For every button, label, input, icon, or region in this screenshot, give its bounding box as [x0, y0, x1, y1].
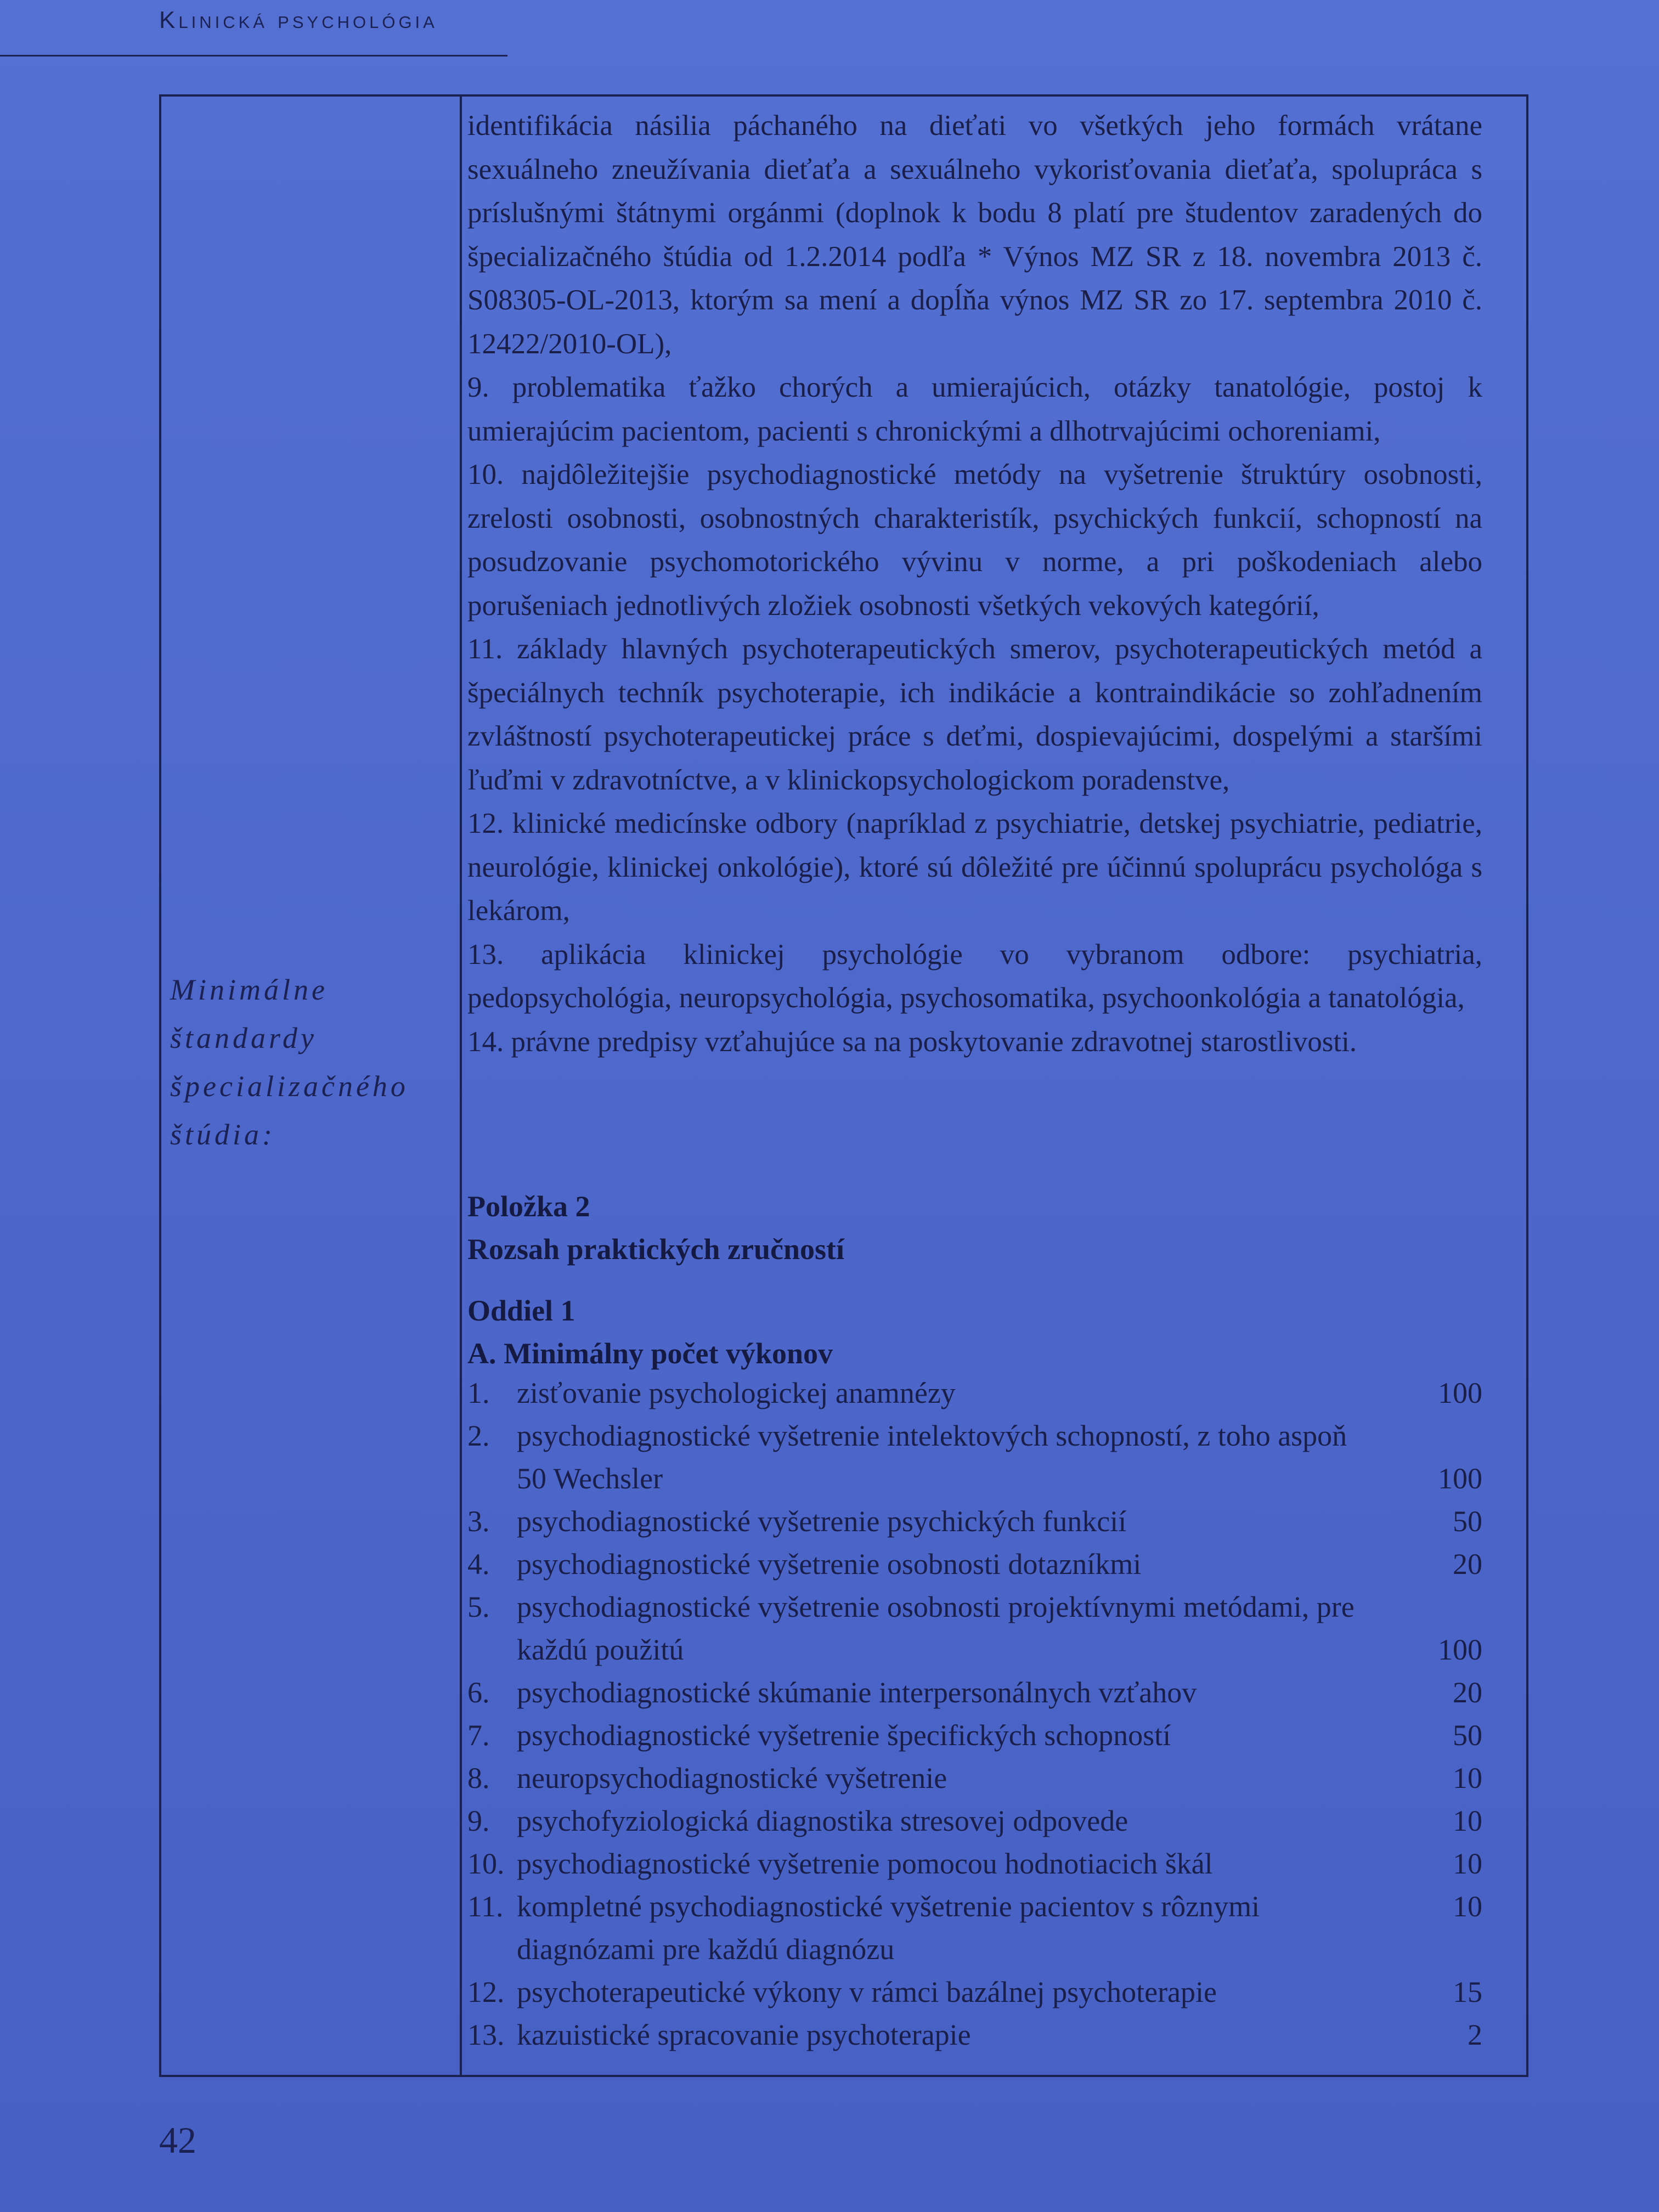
- list-item: [467, 1757, 1482, 1799]
- item-number: 3.: [467, 1505, 490, 1538]
- row-label-line: štandardy: [170, 1022, 317, 1054]
- item-number: 13.: [467, 2018, 505, 2051]
- oddiel-number: Oddiel 1: [467, 1294, 575, 1327]
- page-number: 42: [159, 2119, 196, 2161]
- list-item-13: 13. aplikácia klinickej psychológie vo vybranom odbore: psychiatria, pedopsychológia, neuropsychológia, psychosomatika, psychoonkológia a tanatológia,: [467, 938, 1482, 1014]
- list-item-9: 9. problematika ťažko chorých a umierajúcich, otázky tanatológie, postoj k umierajúcim pacientom, pacienti s chronickými a dlhotrvajúcimi ochoreniami,: [467, 371, 1482, 447]
- oddiel-title: A. Minimálny počet výkonov: [467, 1337, 833, 1370]
- running-head: Klinická psychológia: [159, 7, 438, 33]
- item-number: 4.: [467, 1548, 490, 1581]
- list-item: [467, 1372, 1482, 1414]
- item-text: psychoterapeutické výkony v rámci bazálnej psychoterapie: [517, 1976, 1217, 2008]
- item-count: 10: [1453, 1762, 1482, 1795]
- item-count: 2: [1468, 2018, 1482, 2051]
- row-label-line: špecializačného: [170, 1070, 409, 1103]
- list-item-11: 11. základy hlavných psychoterapeutických smerov, psychoterapeutických metód a špeciálnych techník psychoterapie, ich indikácie a kontraindikácie so zohľadnením zvláštností psychoterapeutickej práce s deťmi, dospievajúcimi, dospelými a staršími ľuďmi v zdravotníctve, a v klinickopsychologickom poradenstve,: [467, 633, 1482, 796]
- item-text: psychofyziologická diagnostika stresovej odpovede: [517, 1804, 1128, 1837]
- row-label: [170, 966, 455, 1159]
- item-number: 10.: [467, 1847, 505, 1880]
- item-count: 100: [1438, 1633, 1482, 1666]
- item-number: 12.: [467, 1976, 505, 2008]
- row-label-line: štúdia:: [170, 1118, 276, 1151]
- list-item-14: 14. právne predpisy vzťahujúce sa na poskytovanie zdravotnej starostlivosti.: [467, 1025, 1357, 1058]
- item-text: kazuistické spracovanie psychoterapie: [517, 2018, 971, 2051]
- list-item: [467, 1671, 1482, 1714]
- item-text: neuropsychodiagnostické vyšetrenie: [517, 1762, 947, 1795]
- minimum-procedures-list: [467, 1372, 1482, 2056]
- item-text: zisťovanie psychologickej anamnézy: [517, 1376, 956, 1409]
- item-number: 2.: [467, 1419, 490, 1452]
- item-count: 10: [1453, 1847, 1482, 1880]
- table-column-divider: [460, 94, 462, 2077]
- item-count: 20: [1453, 1548, 1482, 1581]
- item-text: kompletné psychodiagnostické vyšetrenie pacientov s rôznymi diagnózami pre každú diagnózu: [517, 1890, 1260, 1966]
- polozka-title: Rozsah praktických zručností: [467, 1233, 844, 1266]
- item-text: psychodiagnostické vyšetrenie psychických funkcií: [517, 1505, 1127, 1538]
- item-number: 1.: [467, 1376, 490, 1409]
- item-number: 5.: [467, 1590, 490, 1623]
- item-text: psychodiagnostické vyšetrenie špecifických schopností: [517, 1719, 1171, 1752]
- item-count: 100: [1438, 1462, 1482, 1495]
- header-rule: [0, 55, 507, 57]
- theory-list: [467, 104, 1482, 1064]
- list-item: [467, 1799, 1482, 1842]
- row-label-line: Minimálne: [170, 973, 328, 1006]
- item-count: 50: [1453, 1505, 1482, 1538]
- item-count: 50: [1453, 1719, 1482, 1752]
- list-item: [467, 1543, 1482, 1585]
- polozka-number: Položka 2: [467, 1190, 590, 1223]
- item-number: 11.: [467, 1890, 504, 1923]
- list-item: [467, 1885, 1482, 1971]
- item-number: 8.: [467, 1762, 490, 1795]
- list-item: [467, 2013, 1482, 2056]
- list-item: [467, 1585, 1482, 1671]
- list-item: [467, 1714, 1482, 1757]
- list-item-10: 10. najdôležitejšie psychodiagnostické metódy na vyšetrenie štruktúry osobnosti, zrelosti osobnosti, osobnostných charakteristík, psychických funkcií, schopností na posudzovanie psychomotorického vývinu v norme, a pri poškodeniach alebo porušeniach jednotlivých zložiek osobnosti všetkých vekových kategórií,: [467, 459, 1482, 622]
- item-text: psychodiagnostické vyšetrenie osobnosti projektívnymi metódami, pre každú použitú: [517, 1590, 1355, 1666]
- list-item: [467, 1500, 1482, 1543]
- list-item: [467, 1414, 1482, 1500]
- item-number: 6.: [467, 1676, 490, 1709]
- item-number: 7.: [467, 1719, 490, 1752]
- list-item: [467, 1842, 1482, 1885]
- item-count: 10: [1453, 1890, 1482, 1923]
- section-heading-polozka: [467, 1185, 844, 1271]
- item-count: 10: [1453, 1804, 1482, 1837]
- item-count: 100: [1438, 1376, 1482, 1409]
- item-number: 9.: [467, 1804, 490, 1837]
- item-count: 15: [1453, 1976, 1482, 2008]
- list-item: [467, 1971, 1482, 2013]
- paragraph-continuation: identifikácia násilia páchaného na dieťati vo všetkých jeho formách vrátane sexuálneho zneužívania dieťaťa a sexuálneho vykorisťovania dieťaťa, spolupráca s príslušnými štátnymi orgánmi (doplnok k bodu 8 platí pre študentov zaradených do špecializačného štúdia od 1.2.2014 podľa * Výnos MZ SR z 18. novembra 2013 č. S08305-OL-2013, ktorým sa mení a dopĺňa výnos MZ SR zo 17. septembra 2010 č. 12422/2010-OL),: [467, 110, 1482, 360]
- section-heading-oddiel: [467, 1289, 833, 1375]
- item-text: psychodiagnostické skúmanie interpersonálnych vzťahov: [517, 1676, 1197, 1709]
- item-count: 20: [1453, 1676, 1482, 1709]
- item-text: psychodiagnostické vyšetrenie intelektových schopností, z toho aspoň 50 Wechsler: [517, 1419, 1347, 1495]
- item-text: psychodiagnostické vyšetrenie pomocou hodnotiacich škál: [517, 1847, 1213, 1880]
- item-text: psychodiagnostické vyšetrenie osobnosti dotazníkmi: [517, 1548, 1142, 1581]
- list-item-12: 12. klinické medicínske odbory (napríklad z psychiatrie, detskej psychiatrie, pediatrie, neurológie, klinickej onkológie), ktoré sú dôležité pre účinnú spoluprácu psychológa s lekárom,: [467, 808, 1482, 927]
